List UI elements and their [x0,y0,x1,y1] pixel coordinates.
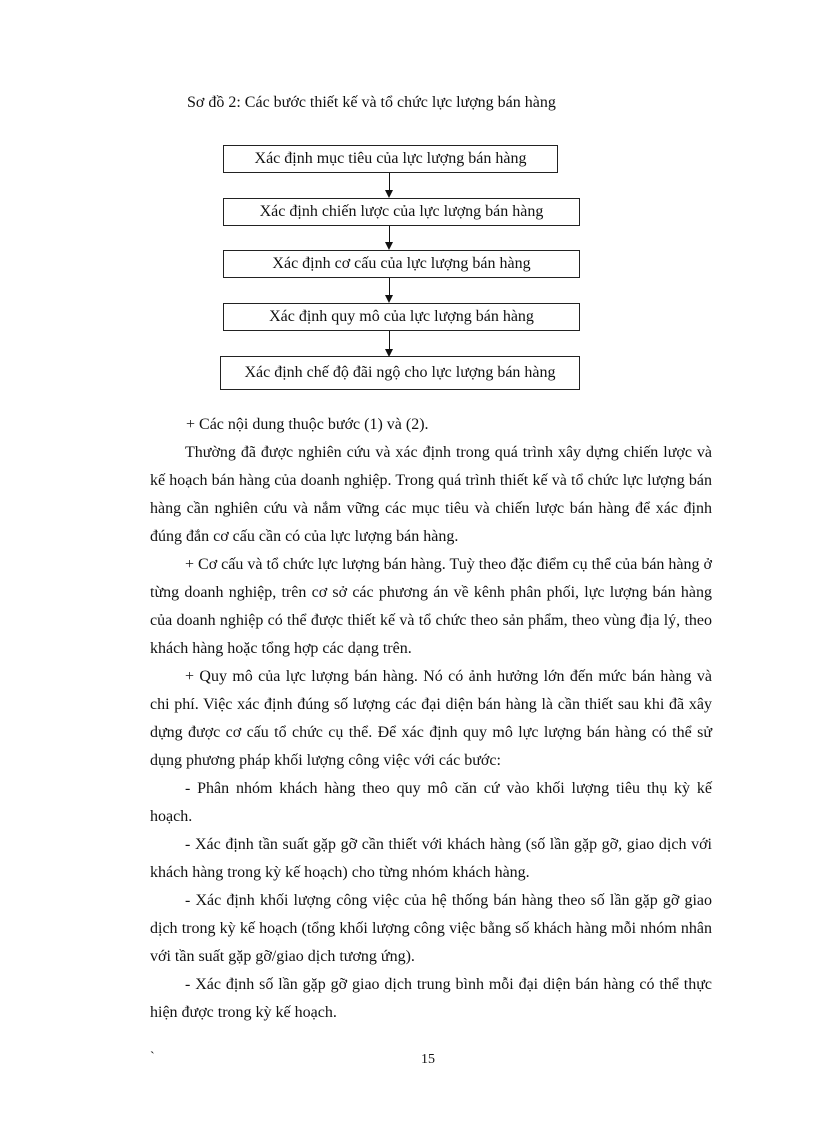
paragraph-scale: + Quy mô của lực lượng bán hàng. Nó có ảnh hưởng lớn đến mức bán hàng và chi phí. Việc xác định đúng số lượng các đại diện bán hàng là cần thiết sau khi đã xây dựng được cơ cấu tổ chức cụ thể. Để xác định quy mô lực lượng bán hàng có thể sử dụng phương pháp khối lượng công việc với các bước: [150,668,712,769]
body-text [150,411,712,1027]
flow-arrow-2 [389,226,390,248]
flow-arrow-3 [389,278,390,301]
flow-step-3: Xác định cơ cấu của lực lượng bán hàng [223,250,580,278]
paragraph-step-c: - Xác định khối lượng công việc của hệ thống bán hàng theo số lần gặp gỡ giao dịch trong kỳ kế hoạch (tổng khối lượng công việc bằng số khách hàng mỗi nhóm nhân với tần suất gặp gỡ/giao dịch tương ứng). [150,892,712,965]
flow-arrow-1 [389,173,390,196]
flow-step-1: Xác định mục tiêu của lực lượng bán hàng [223,145,558,173]
flow-step-2: Xác định chiến lược của lực lượng bán hàng [223,198,580,226]
paragraph-step-d: - Xác định số lần gặp gỡ giao dịch trung bình mỗi đại diện bán hàng có thể thực hiện được trong kỳ kế hoạch. [150,976,712,1021]
diagram-caption: Sơ đồ 2: Các bước thiết kế và tổ chức lực lượng bán hàng [187,94,556,111]
flow-step-5: Xác định chế độ đãi ngộ cho lực lượng bán hàng [220,356,580,390]
page-number: 15 [421,1052,435,1067]
flow-step-4: Xác định quy mô của lực lượng bán hàng [223,303,580,331]
footer-mark: ` [150,1050,155,1065]
paragraph-heading-steps-1-2: + Các nội dung thuộc bước (1) và (2). [186,416,429,433]
paragraph-step-b: - Xác định tần suất gặp gỡ cần thiết với khách hàng (số lần gặp gỡ, giao dịch với khách hàng trong kỳ kế hoạch) cho từng nhóm khách hàng. [150,836,712,881]
flow-arrow-4 [389,331,390,355]
paragraph-step-a: - Phân nhóm khách hàng theo quy mô căn cứ vào khối lượng tiêu thụ kỳ kế hoạch. [150,780,712,825]
paragraph-strategy: Thường đã được nghiên cứu và xác định trong quá trình xây dựng chiến lược và kế hoạch bán hàng của doanh nghiệp. Trong quá trình thiết kế và tổ chức lực lượng bán hàng cần nghiên cứu và nắm vững các mục tiêu và chiến lược bán hàng để xác định đúng đắn cơ cấu cần có của lực lượng bán hàng. [150,444,712,545]
paragraph-structure: + Cơ cấu và tổ chức lực lượng bán hàng. Tuỳ theo đặc điểm cụ thể của bán hàng ở từng doanh nghiệp, trên cơ sở các phương án về kênh phân phối, lực lượng bán hàng của doanh nghiệp có thể được thiết kế và tổ chức theo sản phẩm, theo vùng địa lý, theo khách hàng hoặc tổng hợp các dạng trên. [150,556,712,657]
